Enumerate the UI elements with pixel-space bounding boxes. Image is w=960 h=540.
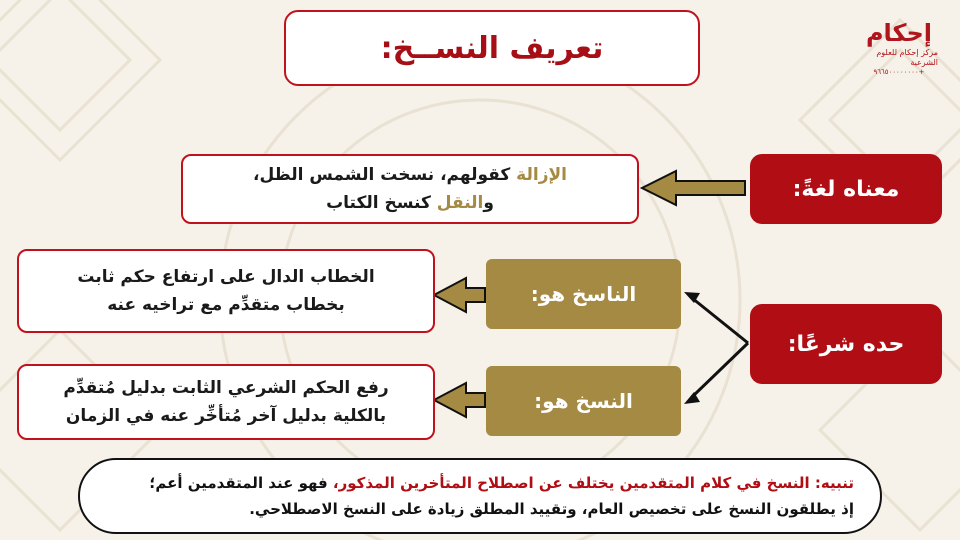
linguistic-word-transfer: النقل xyxy=(436,193,484,213)
nasikh-label-box xyxy=(486,259,681,329)
note-line-1 xyxy=(106,470,854,496)
note-label: تنبيه: xyxy=(814,474,854,492)
note-box xyxy=(78,458,882,534)
nasikh-definition-box xyxy=(17,249,435,333)
linguistic-line-2 xyxy=(326,189,494,217)
linguistic-label-box xyxy=(750,154,942,224)
linguistic-line-2-prefix: و xyxy=(483,193,494,213)
page-title-text: تعريف النســخ: xyxy=(380,30,604,66)
linguistic-label: معناه لغةً: xyxy=(792,176,900,202)
technical-label-box xyxy=(750,304,942,384)
logo-number: +٩٦٦٥٠٠٠٠٠٠٠٠ xyxy=(873,68,925,76)
naskh-definition-box xyxy=(17,364,435,440)
logo-name: إحكام xyxy=(865,19,933,47)
note-line-1-highlight: النسخ في كلام المتقدمين يختلف عن اصطلاح المتأخرين المذكور، xyxy=(332,474,815,492)
naskh-def-line-2: بالكلية بدليل آخر مُتأخِّر عنه في الزمان xyxy=(65,406,387,426)
linguistic-line-1-rest: كقولهم، نسخت الشمس الظل، xyxy=(253,165,517,185)
arrow-branch xyxy=(684,292,748,404)
linguistic-line-1 xyxy=(253,161,567,189)
nasikh-def-line-1: الخطاب الدال على ارتفاع حكم ثابت xyxy=(77,267,375,287)
arrow-naskh xyxy=(434,383,485,417)
linguistic-word-removal: الإزالة xyxy=(516,165,567,185)
linguistic-definition-box xyxy=(181,154,639,224)
note-line-1-rest: فهو عند المتقدمين أعم؛ xyxy=(149,474,333,492)
note-line-2: إذ يطلقون النسخ على تخصيص العام، وتقييد المطلق زيادة على النسخ الاصطلاحي. xyxy=(249,500,854,518)
naskh-label-box xyxy=(486,366,681,436)
arrow-nasikh xyxy=(434,278,485,312)
nasikh-def-line-2: بخطاب متقدِّم مع تراخيه عنه xyxy=(107,295,345,315)
naskh-def-line-1: رفع الحكم الشرعي الثابت بدليل مُتقدِّم xyxy=(63,378,389,398)
linguistic-line-2-rest: كنسخ الكتاب xyxy=(326,193,437,213)
arrow-linguistic xyxy=(642,171,745,205)
nasikh-label: الناسخ هو: xyxy=(530,282,637,306)
naskh-label: النسخ هو: xyxy=(534,389,633,413)
logo-subtitle: مركز إحكام للعلوم الشرعية xyxy=(876,48,938,67)
technical-label: حده شرعًا: xyxy=(787,331,905,357)
